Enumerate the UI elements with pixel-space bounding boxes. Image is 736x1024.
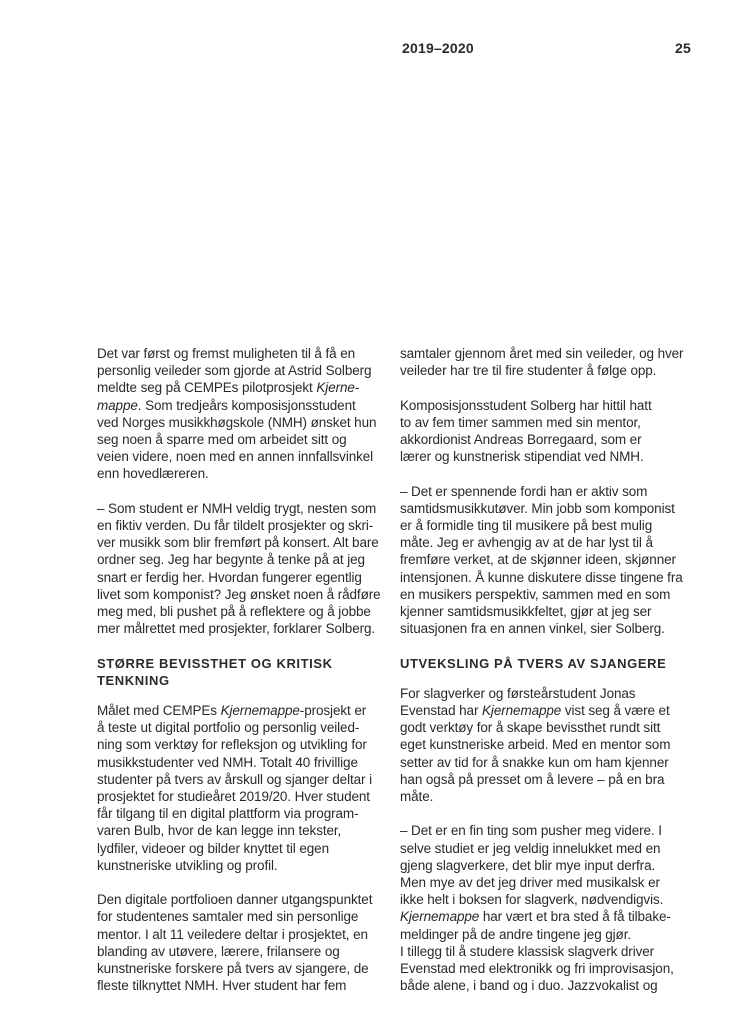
paragraph: samtaler gjennom året med sin veileder, og hver veileder har tre til fire studenter å følge opp. xyxy=(400,346,684,379)
section-heading: STØRRE BEVISSTHET OG KRITISK TENKNING xyxy=(97,655,333,688)
article-body xyxy=(97,345,693,994)
column-left xyxy=(97,345,385,994)
paragraph: – Det er en fin ting som pusher meg videre. I selve studiet er jeg veldig innelukket med en gjeng slagverkere, det blir mye input derfra. Men mye av det jeg driver med musikalsk er ikke helt i boksen for slagverk, nødvendigvis. Kjernemappe har vært et bra sted å få tilbake- meldinger på de andre tingene jeg gjør. I tillegg til å studere klassisk slagverk driver Evenstad med elektronikk og fri improvisasjon, både alene, i band og i duo. Jazzvokalist og xyxy=(400,823,674,994)
paragraph: For slagverker og førsteårstudent Jonas Evenstad har Kjernemappe vist seg å være et godt verktøy for å skape bevissthet rundt sitt eget kunstneriske arbeid. Med en mentor som setter av tid for å snakke kun om ham kjenner han også på presset om å levere – på en bra måte. xyxy=(400,685,671,805)
paragraph: – Det er spennende fordi han er aktiv som samtidsmusikkutøver. Min jobb som komponist er å formidle ting til musikere på best mulig måte. Jeg er avhengig av at de har lyst til å fremføre verket, at de skjønner ideen, skjønner intensjonen. Å kunne diskutere disse tingene fra en musikers perspektiv, sammen med en som kjenner samtidsmusikkfeltet, gjør at jeg ser situasjonen fra en annen vinkel, sier Solberg. xyxy=(400,483,683,637)
paragraph: Det var først og fremst muligheten til å få en personlig veileder som gjorde at Astrid Solberg meldte seg på CEMPEs pilotprosjekt Kjerne- mappe. Som tredjeårs komposisjonsstudent ved Norges musikkhøgskole (NMH) ønsket hun seg noen å sparre med om arbeidet sitt og veien videre, noen med en annen innfallsvinkel enn hovedlæreren. xyxy=(97,346,377,482)
paragraph: Den digitale portfolioen danner utgangspunktet for studentenes samtaler med sin personlige mentor. I alt 11 veiledere deltar i prosjektet, en blanding av utøvere, lærere, frilansere og kunstneriske forskere på tvers av sjangere, de fleste tilknyttet NMH. Hver student har fem xyxy=(97,892,373,994)
paragraph: – Som student er NMH veldig trygt, nesten som en fiktiv verden. Du får tildelt prosjekter og skri- ver musikk som blir fremført på konsert. Alt bare ordner seg. Jeg har begynte å tenke på at jeg snart er ferdig her. Hvordan fungerer egentlig livet som komponist? Jeg ønsket noen å rådføre meg med, bli pushet på å reflektere og å jobbe mer målrettet med prosjekter, forklarer Solberg. xyxy=(97,500,381,637)
section-heading: UTVEKSLING PÅ TVERS AV SJANGERE xyxy=(400,655,667,671)
paragraph: Målet med CEMPEs Kjernemappe-prosjekt er å teste ut digital portfolio og personlig veiled- ning som verktøy for refleksjon og utvikling for musikkstudenter ved NMH. Totalt 40 frivillige studenter på tvers av årskull og sjanger deltar i prosjektet for studieåret 2019/20. Hver student får tilgang til en digital plattform via program- varen Bulb, hvor de kan legge inn tekster, lydfiler, videoer og bilder knyttet til egen kunstneriske utvikling og profil. xyxy=(97,703,372,873)
page-number: 25 xyxy=(675,40,691,56)
edition-label: 2019–2020 xyxy=(402,40,474,56)
column-right xyxy=(400,345,693,994)
paragraph: Komposisjonsstudent Solberg har hittil hatt to av fem timer sammen med sin mentor, akkordionist Andreas Borregaard, som er lærer og kunstnerisk stipendiat ved NMH. xyxy=(400,397,652,465)
page-header xyxy=(402,40,691,56)
